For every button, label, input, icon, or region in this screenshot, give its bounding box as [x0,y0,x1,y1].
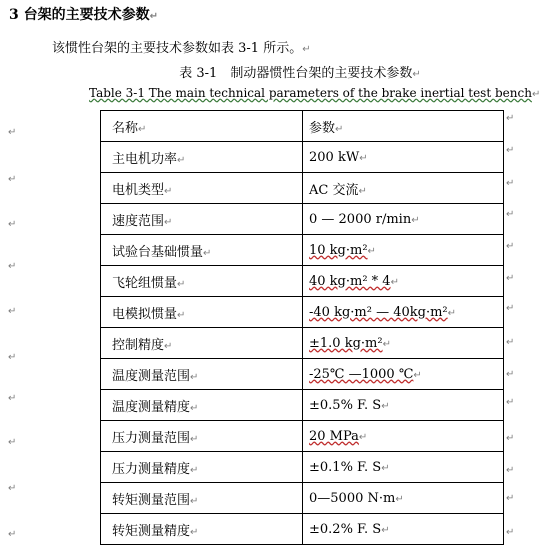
paragraph-mark-icon: ↵ [8,127,17,138]
paragraph-mark-icon: ↵ [8,306,17,317]
param-value-cell: 40 kg·m² * 4↵ [303,266,504,297]
cell-end-mark-icon: ↵ [138,123,147,135]
table-row [101,142,504,173]
param-name-cell: 控制精度↵ [101,328,303,359]
param-name-cell: 转矩测量精度↵ [101,514,303,545]
table-row [101,483,504,514]
paragraph-mark-icon: ↵ [531,89,541,100]
paragraph-mark-icon: ↵ [8,529,17,540]
table-caption-chinese: 表 3-1 制动器惯性台架的主要技术参数↵ [179,66,421,81]
cell-end-mark-icon: ↵ [381,462,390,474]
header-name-cell: 名称↵ [101,111,303,142]
cell-end-mark-icon: ↵ [190,464,199,476]
paragraph-mark-icon: ↵ [506,397,515,408]
cell-end-mark-icon: ↵ [190,402,199,414]
param-name-cell: 转矩测量范围↵ [101,483,303,514]
cell-end-mark-icon: ↵ [177,154,186,166]
table-row [101,235,504,266]
paragraph-mark-icon: ↵ [506,337,515,348]
paragraph-mark-icon: ↵ [506,241,515,252]
cell-end-mark-icon: ↵ [164,185,173,197]
param-name-cell: 温度测量范围↵ [101,359,303,390]
table-row [101,390,504,421]
paragraph-mark-icon: ↵ [506,178,515,189]
table-row [101,514,504,545]
paragraph-mark-icon: ↵ [506,113,515,124]
param-value-cell: ±0.1% F. S↵ [303,452,504,483]
table-row [101,297,504,328]
cell-end-mark-icon: ↵ [382,338,391,350]
cell-end-mark-icon: ↵ [164,216,173,228]
paragraph-mark-icon: ↵ [506,433,515,444]
param-name-cell: 电机类型↵ [101,173,303,204]
table-row [101,359,504,390]
paragraph-mark-icon: ↵ [506,303,515,314]
cell-end-mark-icon: ↵ [203,247,212,259]
table-row [101,421,504,452]
paragraph-mark-icon: ↵ [8,352,17,363]
cell-end-mark-icon: ↵ [381,400,390,412]
paragraph-mark-icon: ↵ [506,369,515,380]
paragraph-mark-icon: ↵ [8,261,17,272]
paragraph-mark-icon: ↵ [506,145,515,156]
param-value-cell: 0—5000 N·m↵ [303,483,504,514]
paragraph-mark-icon: ↵ [506,273,515,284]
table-header-row [101,111,504,142]
cell-end-mark-icon: ↵ [190,433,199,445]
cell-end-mark-icon: ↵ [381,524,390,536]
paragraph-mark-icon: ↵ [8,483,17,494]
paragraph-mark-icon: ↵ [506,493,515,504]
table-row [101,266,504,297]
param-name-cell: 温度测量精度↵ [101,390,303,421]
paragraph-mark-icon: ↵ [8,437,17,448]
param-name-cell: 电模拟惯量↵ [101,297,303,328]
cell-end-mark-icon: ↵ [164,340,173,352]
param-value-cell: -40 kg·m² — 40kg·m²↵ [303,297,504,328]
paragraph-mark-icon: ↵ [8,174,17,185]
paragraph-mark-icon: ↵ [302,44,311,55]
param-name-cell: 试验台基础惯量↵ [101,235,303,266]
table-row [101,173,504,204]
param-value-cell: ±0.5% F. S↵ [303,390,504,421]
cell-end-mark-icon: ↵ [177,309,186,321]
param-value-cell: 0 — 2000 r/min↵ [303,204,504,235]
cell-end-mark-icon: ↵ [367,245,376,257]
param-value-cell: ±0.2% F. S↵ [303,514,504,545]
section-heading: 3 台架的主要技术参数↵ [9,7,159,23]
cell-end-mark-icon: ↵ [190,526,199,538]
cell-end-mark-icon: ↵ [447,307,457,319]
cell-end-mark-icon: ↵ [390,276,399,288]
param-name-cell: 压力测量精度↵ [101,452,303,483]
cell-end-mark-icon: ↵ [411,214,420,226]
param-value-cell: 20 MPa↵ [303,421,504,452]
cell-end-mark-icon: ↵ [190,495,199,507]
param-value-cell: 200 kW↵ [303,142,504,173]
param-value-cell: AC 交流↵ [303,173,504,204]
header-value-cell: 参数↵ [303,111,504,142]
param-value-cell: 10 kg·m²↵ [303,235,504,266]
cell-end-mark-icon: ↵ [413,369,422,381]
param-name-cell: 速度范围↵ [101,204,303,235]
param-name-cell: 压力测量范围↵ [101,421,303,452]
cell-end-mark-icon: ↵ [177,278,186,290]
paragraph-mark-icon: ↵ [506,527,515,538]
table-row [101,204,504,235]
cell-end-mark-icon: ↵ [395,493,404,505]
param-name-cell: 主电机功率↵ [101,142,303,173]
param-name-cell: 飞轮组惯量↵ [101,266,303,297]
paragraph-mark-icon: ↵ [8,393,17,404]
paragraph-mark-icon: ↵ [8,219,17,230]
paragraph-mark-icon: ↵ [149,11,159,22]
param-value-cell: -25℃ —1000 ℃↵ [303,359,504,390]
cell-end-mark-icon: ↵ [335,123,344,135]
cell-end-mark-icon: ↵ [190,371,199,383]
table-caption-english: Table 3-1 The main technical parameters of the brake inertial test bench↵ [89,86,541,100]
cell-end-mark-icon: ↵ [358,431,368,443]
table-row [101,328,504,359]
table-row [101,452,504,483]
paragraph-mark-icon: ↵ [506,209,515,220]
param-value-cell: ±1.0 kg·m²↵ [303,328,504,359]
cell-end-mark-icon: ↵ [358,185,367,197]
intro-paragraph: 该惯性台架的主要技术参数如表 3-1 所示。↵ [52,41,311,56]
paragraph-mark-icon: ↵ [506,465,515,476]
paragraph-mark-icon: ↵ [412,69,421,80]
cell-end-mark-icon: ↵ [359,152,368,164]
parameters-table [100,110,504,545]
